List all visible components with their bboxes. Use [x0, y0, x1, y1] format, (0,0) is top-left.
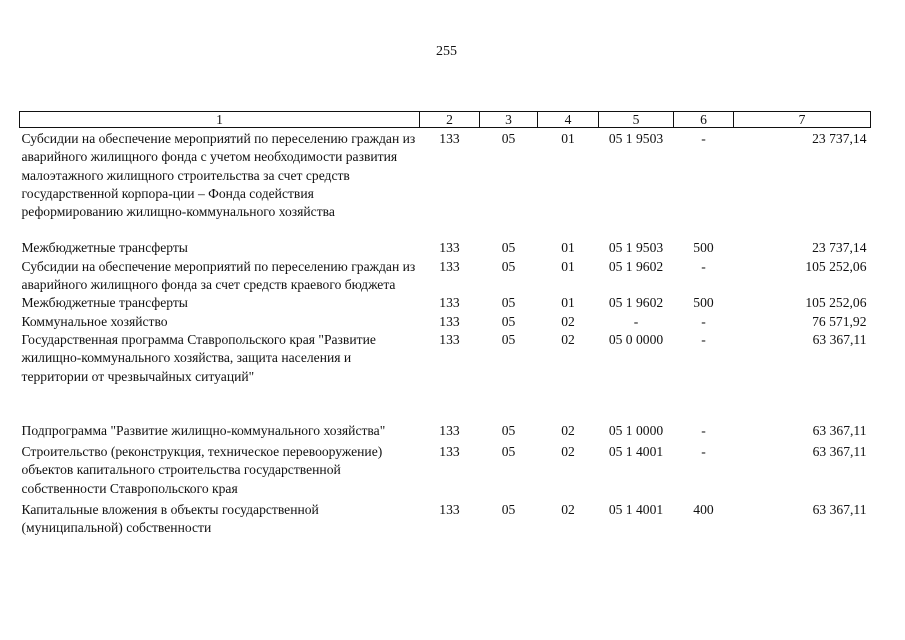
row-amount: 23 737,14	[812, 131, 867, 146]
row-col2: 133	[439, 240, 460, 256]
column-header-4: 4	[538, 112, 599, 128]
row-col4: 01	[561, 240, 575, 256]
row-amount: 23 737,14	[812, 240, 867, 256]
row-name: Субсидии на обеспечение мероприятий по переселению граждан из аварийного жилищного фонда с учетом необходимости развития малоэтажного жилищного строительства за счет средств государственной корпора-ции – Фонда содействия реформированию жилищно-коммунального хозяйства	[21, 131, 416, 220]
row-col3: 05	[501, 502, 516, 518]
row-col4: 02	[561, 502, 575, 518]
row-col5: -	[633, 313, 639, 329]
table-row	[20, 422, 871, 443]
row-amount: 63 367,11	[812, 502, 867, 518]
page-number: 255	[436, 44, 457, 59]
row-col3: 05	[501, 444, 516, 460]
row-amount: 63 367,11	[812, 422, 867, 438]
row-col2: 133	[439, 422, 460, 438]
row-name: Субсидии на обеспечение мероприятий по переселению граждан из аварийного жилищного фонда за счет средств краевого бюджета	[21, 258, 416, 293]
row-col6: 400	[693, 502, 714, 518]
row-name: Межбюджетные трансферты	[21, 240, 188, 256]
row-col6: -	[701, 444, 706, 460]
table-row	[20, 501, 871, 538]
row-col5: 05 1 9602	[608, 258, 664, 274]
column-header-1: 1	[20, 112, 420, 128]
row-col2: 133	[439, 258, 460, 274]
row-col3: 05	[501, 258, 516, 274]
row-name: Межбюджетные трансферты	[21, 295, 188, 311]
row-col4: 01	[561, 131, 575, 146]
row-col6: 500	[693, 295, 714, 311]
row-name: Коммунальное хозяйство	[21, 313, 168, 329]
row-col3: 05	[501, 295, 516, 311]
row-col6: 500	[693, 240, 714, 256]
row-name: Капитальные вложения в объекты государственной (муниципальной) собственности	[21, 502, 319, 536]
row-col5: 05 1 4001	[608, 444, 664, 460]
column-header-7: 7	[734, 112, 871, 128]
row-amount: 105 252,06	[805, 295, 867, 311]
table-row	[20, 128, 871, 240]
row-col3: 05	[501, 313, 516, 329]
row-name: Подпрограмма "Развитие жилищно-коммунального хозяйства"	[21, 422, 386, 438]
row-name: Строительство (реконструкция, техническое перевооружение) объектов капитального строительства государственной собственности Ставропольского края	[21, 444, 383, 496]
row-col6: -	[701, 331, 706, 347]
row-col5: 05 1 9602	[608, 295, 664, 311]
row-col6: -	[701, 258, 706, 274]
column-header-5: 5	[599, 112, 674, 128]
row-name: Государственная программа Ставропольского края "Развитие жилищно-коммунального хозяйства, защита населения и территории от чрезвычайных ситуаций"	[21, 331, 376, 384]
row-amount: 76 571,92	[812, 313, 867, 329]
row-col4: 02	[561, 422, 575, 438]
row-col2: 133	[439, 295, 460, 311]
row-col3: 05	[501, 240, 516, 256]
row-amount: 63 367,11	[812, 331, 867, 347]
row-col2: 133	[439, 502, 460, 518]
row-col2: 133	[439, 313, 460, 329]
row-col3: 05	[501, 422, 516, 438]
row-col2: 133	[439, 444, 460, 460]
row-col2: 133	[439, 131, 460, 146]
row-col3: 05	[501, 131, 516, 146]
row-col4: 02	[561, 331, 575, 347]
table-row	[20, 239, 871, 257]
row-col4: 01	[561, 295, 575, 311]
row-col6: -	[701, 422, 706, 438]
row-col5: 05 1 4001	[608, 502, 664, 518]
column-header-3: 3	[480, 112, 538, 128]
row-col4: 02	[561, 313, 575, 329]
table-row	[20, 443, 871, 501]
row-col5: 05 0 0000	[608, 331, 664, 347]
row-col5: 05 1 9503	[608, 131, 664, 146]
header-row	[20, 112, 871, 128]
row-col5: 05 1 0000	[608, 422, 664, 438]
row-amount: 105 252,06	[805, 258, 867, 274]
table-row	[20, 258, 871, 295]
row-amount: 63 367,11	[812, 444, 867, 460]
row-col5: 05 1 9503	[608, 240, 664, 256]
column-header-6: 6	[674, 112, 734, 128]
row-col6: -	[701, 131, 706, 146]
row-col3: 05	[501, 331, 516, 347]
column-header-2: 2	[420, 112, 480, 128]
row-col4: 02	[561, 444, 575, 460]
table-row	[20, 331, 871, 422]
row-col2: 133	[439, 331, 460, 347]
row-col6: -	[701, 313, 706, 329]
table-row	[20, 294, 871, 312]
table-row	[20, 313, 871, 331]
row-col4: 01	[561, 258, 575, 274]
budget-table	[19, 111, 871, 538]
